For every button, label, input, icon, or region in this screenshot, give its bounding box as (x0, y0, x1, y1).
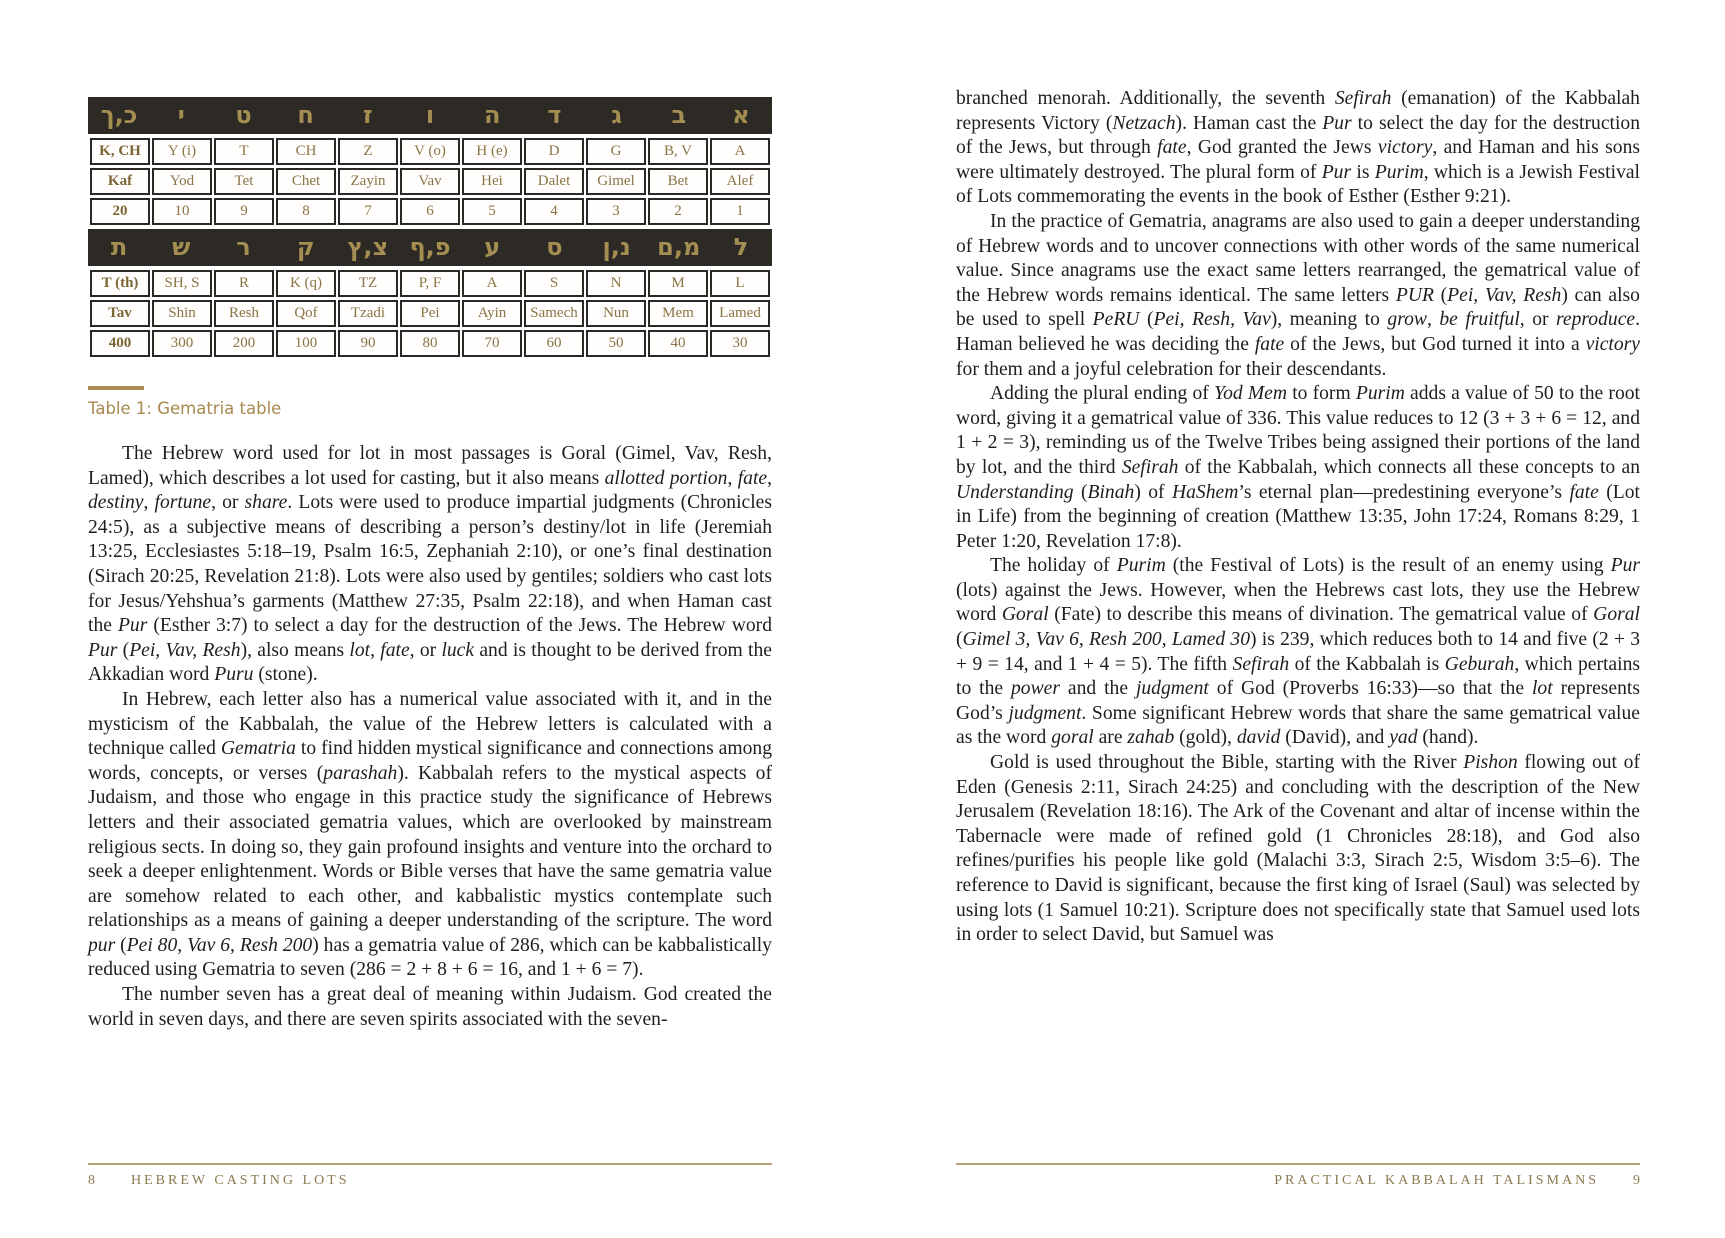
value-cell: 200 (214, 330, 274, 357)
value-cell: 4 (524, 198, 584, 225)
value-cell: 8 (276, 198, 336, 225)
letter-name-cell: Kaf (90, 168, 150, 195)
paragraph: Adding the plural ending of Yod Mem to form Purim adds a value of 50 to the root word, giving it a gematrical value of 336. This value reduces to 12 (3 + 3 + 6 = 12, and 1 + 2 = 3), reminding us of the Twelve Tribes being assigned their portions of the land by lot, and the third Sefirah of the Kabbalah, which connects all these concepts to an Understanding (Binah) of HaShem’s eternal plan—predestining everyone’s fate (Lot in Life) from the beginning of creation (Matthew 13:35, John 17:24, Romans 8:29, 1 Peter 1:20, Revelation 17:8). (956, 383, 1641, 552)
footer-rule-left (88, 1163, 772, 1165)
hebrew-letter-cell: ח (297, 101, 314, 129)
gematria-table (88, 97, 772, 360)
hebrew-letter-cell: נ,ן (602, 233, 631, 261)
gematria-values-table-2 (88, 267, 772, 360)
gematria-values-table-1 (88, 135, 772, 228)
value-cell: 7 (338, 198, 398, 225)
hebrew-letters-row-2 (88, 229, 772, 266)
value-cell: 2 (648, 198, 708, 225)
value-cell: 9 (214, 198, 274, 225)
page-number: 8 (88, 1173, 95, 1188)
transliteration-row-1 (90, 138, 770, 165)
running-title: HEBREW CASTING LOTS (131, 1173, 350, 1188)
letter-name-cell: Zayin (338, 168, 398, 195)
value-cell: 300 (152, 330, 212, 357)
paragraph: The holiday of Purim (the Festival of Lots) is the result of an enemy using Pur (lots) against the Jews. However, when the Hebrews cast lots, they use the Hebrew word Goral (Fate) to describe this means of divination. The gematrical value of Goral (Gimel 3, Vav 6, Resh 200, Lamed 30) is 239, which reduces both to 14 and five (2 + 3 + 9 = 14, and 1 + 4 = 5). The fifth Sefirah of the Kabbalah is Geburah, which pertains to the power and the judgment of God (Proverbs 16:33)—so that the lot represents God’s judgment. Some significant Hebrew words that share the same gematrical value as the word goral are zahab (gold), david (David), and yad (hand). (956, 555, 1640, 749)
letter-name-cell: Yod (152, 168, 212, 195)
hebrew-letter-cell: ו (425, 101, 435, 129)
value-cell: 60 (524, 330, 584, 357)
footer-rule-right (956, 1163, 1640, 1165)
translit-cell: K, CH (90, 138, 150, 165)
translit-cell: CH (276, 138, 336, 165)
hebrew-letter-cell: י (177, 101, 185, 129)
translit-cell: B, V (648, 138, 708, 165)
hebrew-letter-cell: ע (484, 233, 501, 261)
value-cell: 40 (648, 330, 708, 357)
hebrew-letter-cell: כ,ך (100, 101, 138, 129)
footer-right (956, 1173, 1640, 1189)
translit-cell: R (214, 270, 274, 297)
letter-name-cell: Alef (710, 168, 770, 195)
page-number: 9 (1633, 1173, 1640, 1188)
hebrew-letter-cell: ד (547, 101, 562, 129)
letter-name-row-2 (90, 300, 770, 327)
translit-cell: T (214, 138, 274, 165)
value-cell: 50 (586, 330, 646, 357)
letter-name-cell: Pei (400, 300, 460, 327)
hebrew-letter-cell: ק (296, 233, 315, 261)
letter-name-cell: Dalet (524, 168, 584, 195)
letter-name-cell: Resh (214, 300, 274, 327)
translit-cell: S (524, 270, 584, 297)
translit-cell: H (e) (462, 138, 522, 165)
paragraph: The number seven has a great deal of meaning within Judaism. God created the world in seven days, and there are seven spirits associated with the seven- (88, 984, 772, 1030)
hebrew-letter-cell: ה (483, 101, 501, 129)
letter-name-cell: Hei (462, 168, 522, 195)
value-cell: 80 (400, 330, 460, 357)
hebrew-letter-cell: ר (236, 233, 251, 261)
gematria-value-row-1 (90, 198, 770, 225)
transliteration-row-2 (90, 270, 770, 297)
letter-name-cell: Mem (648, 300, 708, 327)
hebrew-letter-cell: ס (546, 233, 563, 261)
footer-left (88, 1173, 772, 1189)
value-cell: 20 (90, 198, 150, 225)
body-text-left (88, 442, 772, 1032)
hebrew-letters-row-1 (88, 97, 772, 134)
hebrew-letter-cell: ב (671, 101, 687, 129)
caption-rule (88, 386, 144, 390)
translit-cell: A (710, 138, 770, 165)
value-cell: 3 (586, 198, 646, 225)
letter-name-cell: Chet (276, 168, 336, 195)
letter-name-cell: Tet (214, 168, 274, 195)
letter-name-cell: Gimel (586, 168, 646, 195)
translit-cell: Y (i) (152, 138, 212, 165)
translit-cell: TZ (338, 270, 398, 297)
letter-name-cell: Shin (152, 300, 212, 327)
value-cell: 1 (710, 198, 770, 225)
hebrew-letter-cell: ג (611, 101, 622, 129)
letter-name-cell: Vav (400, 168, 460, 195)
paragraph: Gold is used throughout the Bible, starting with the River Pishon flowing out of Eden (Genesis 2:11, Sirach 24:25) and concluding with the description of the New Jerusalem (Revelation 18:16). The Ark of the Covenant and altar of incense within the Tabernacle were made of refined gold (1 Chronicles 28:18), and God also refines/purifies his people like gold (Malachi 3:3, Sirach 2:5, Wisdom 3:5–6). The reference to David is significant, because the first king of Israel (Saul) was selected by using lots (1 Samuel 10:21). Scripture does not specifically state that Samuel used lots in order to select David, but Samuel was (956, 752, 1640, 946)
hebrew-letter-cell: א (732, 101, 750, 129)
translit-cell: M (648, 270, 708, 297)
letter-name-cell: Bet (648, 168, 708, 195)
paragraph: In Hebrew, each letter also has a numerical value associated with it, and in the mysticism of the Kabbalah, the value of the Hebrew letters is calculated with a technique called Gematria to find hidden mystical significance and connections among words, concepts, or verses (parashah). Kabbalah refers to the mystical aspects of Judaism, and those who engage in this practice study the significance of Hebrews letters and their associated gematria values, which are overlooked by mainstream religious sects. In doing so, they gain profound insights and venture into the orchard to seek a deeper enlightenment. Words or Bible verses that have the same gematria value are somehow related to each other, and kabbalistic mystics contemplate such relationships as a means of gaining a deeper understanding of the scripture. The word pur (Pei 80, Vav 6, Resh 200) has a gematria value of 286, which can be kabbalistically reduced using Gematria to seven (286 = 2 + 8 + 6 = 16, and 1 + 6 = 7). (88, 688, 772, 981)
table-caption: Table 1: Gematria table (88, 399, 282, 418)
paragraph: The Hebrew word used for lot in most passages is Goral (Gimel, Vav, Resh, Lamed), which describes a lot used for casting, but it also means allotted portion, fate, destiny, fortune, or share. Lots were used to produce impartial judgments (Chronicles 24:5), as a subjective means of describing a person’s destiny/lot in life (Jeremiah 13:25, Ecclesiastes 5:18–19, Psalm 16:5, Zephaniah 2:10), or one’s final destination (Sirach 20:25, Revelation 21:8). Lots were also used by gentiles; soldiers who cast lots for Jesus/Yehshua’s garments (Matthew 27:35, Psalm 22:18), and when Haman cast the Pur (Esther 3:7) to select a day for the destruction of the Jews. The Hebrew word Pur (Pei, Vav, Resh), also means lot, fate, or luck and is thought to be derived from the Akkadian word Puru (stone). (88, 443, 772, 686)
value-cell: 100 (276, 330, 336, 357)
translit-cell: V (o) (400, 138, 460, 165)
letter-name-row-1 (90, 168, 770, 195)
hebrew-letter-cell: פ,ף (409, 233, 451, 261)
value-cell: 30 (710, 330, 770, 357)
letter-name-cell: Nun (586, 300, 646, 327)
gematria-value-row-2 (90, 330, 770, 357)
page-right (956, 0, 1640, 1238)
hebrew-letter-cell: צ,ץ (347, 233, 389, 261)
body-text-right (956, 0, 1640, 948)
hebrew-letter-cell: ש (172, 233, 191, 261)
running-title: PRACTICAL KABBALAH TALISMANS (1274, 1173, 1599, 1188)
value-cell: 6 (400, 198, 460, 225)
paragraph: branched menorah. Additionally, the seventh Sefirah (emanation) of the Kabbalah represents Victory (Netzach). Haman cast the Pur to select the day for the destruction of the Jews, but through fate, God granted the Jews victory, and Haman and his sons were ultimately destroyed. The plural form of Pur is Purim, which is a Jewish Festival of Lots commemorating the events in the book of Esther (Esther 9:21). (956, 88, 1641, 208)
translit-cell: N (586, 270, 646, 297)
translit-cell: SH, S (152, 270, 212, 297)
translit-cell: L (710, 270, 770, 297)
letter-name-cell: Lamed (710, 300, 770, 327)
translit-cell: G (586, 138, 646, 165)
hebrew-letter-cell: מ,ם (657, 233, 701, 261)
paragraph: In the practice of Gematria, anagrams are also used to gain a deeper understanding of Hebrew words and to uncover connections with other words of the same numerical value. Since anagrams use the exact same letters rearranged, the gematrical value of the Hebrew words remains identical. The same letters PUR (Pei, Vav, Resh) can also be used to spell PeRU (Pei, Resh, Vav), meaning to grow, be fruitful, or reproduce. Haman believed he was deciding the fate of the Jews, but God turned it into a victory for them and a joyful celebration for their descendants. (956, 210, 1640, 380)
value-cell: 70 (462, 330, 522, 357)
translit-cell: Z (338, 138, 398, 165)
translit-cell: A (462, 270, 522, 297)
letter-name-cell: Qof (276, 300, 336, 327)
letter-name-cell: Tzadi (338, 300, 398, 327)
letter-name-cell: Samech (524, 300, 584, 327)
hebrew-letter-cell: ל (733, 233, 749, 261)
letter-name-cell: Ayin (462, 300, 522, 327)
hebrew-letter-cell: ט (235, 101, 252, 129)
page-left (88, 0, 772, 1238)
value-cell: 400 (90, 330, 150, 357)
hebrew-letter-cell: ז (363, 101, 373, 129)
translit-cell: P, F (400, 270, 460, 297)
hebrew-letter-cell: ת (110, 233, 128, 261)
value-cell: 90 (338, 330, 398, 357)
translit-cell: K (q) (276, 270, 336, 297)
translit-cell: D (524, 138, 584, 165)
value-cell: 10 (152, 198, 212, 225)
value-cell: 5 (462, 198, 522, 225)
translit-cell: T (th) (90, 270, 150, 297)
letter-name-cell: Tav (90, 300, 150, 327)
